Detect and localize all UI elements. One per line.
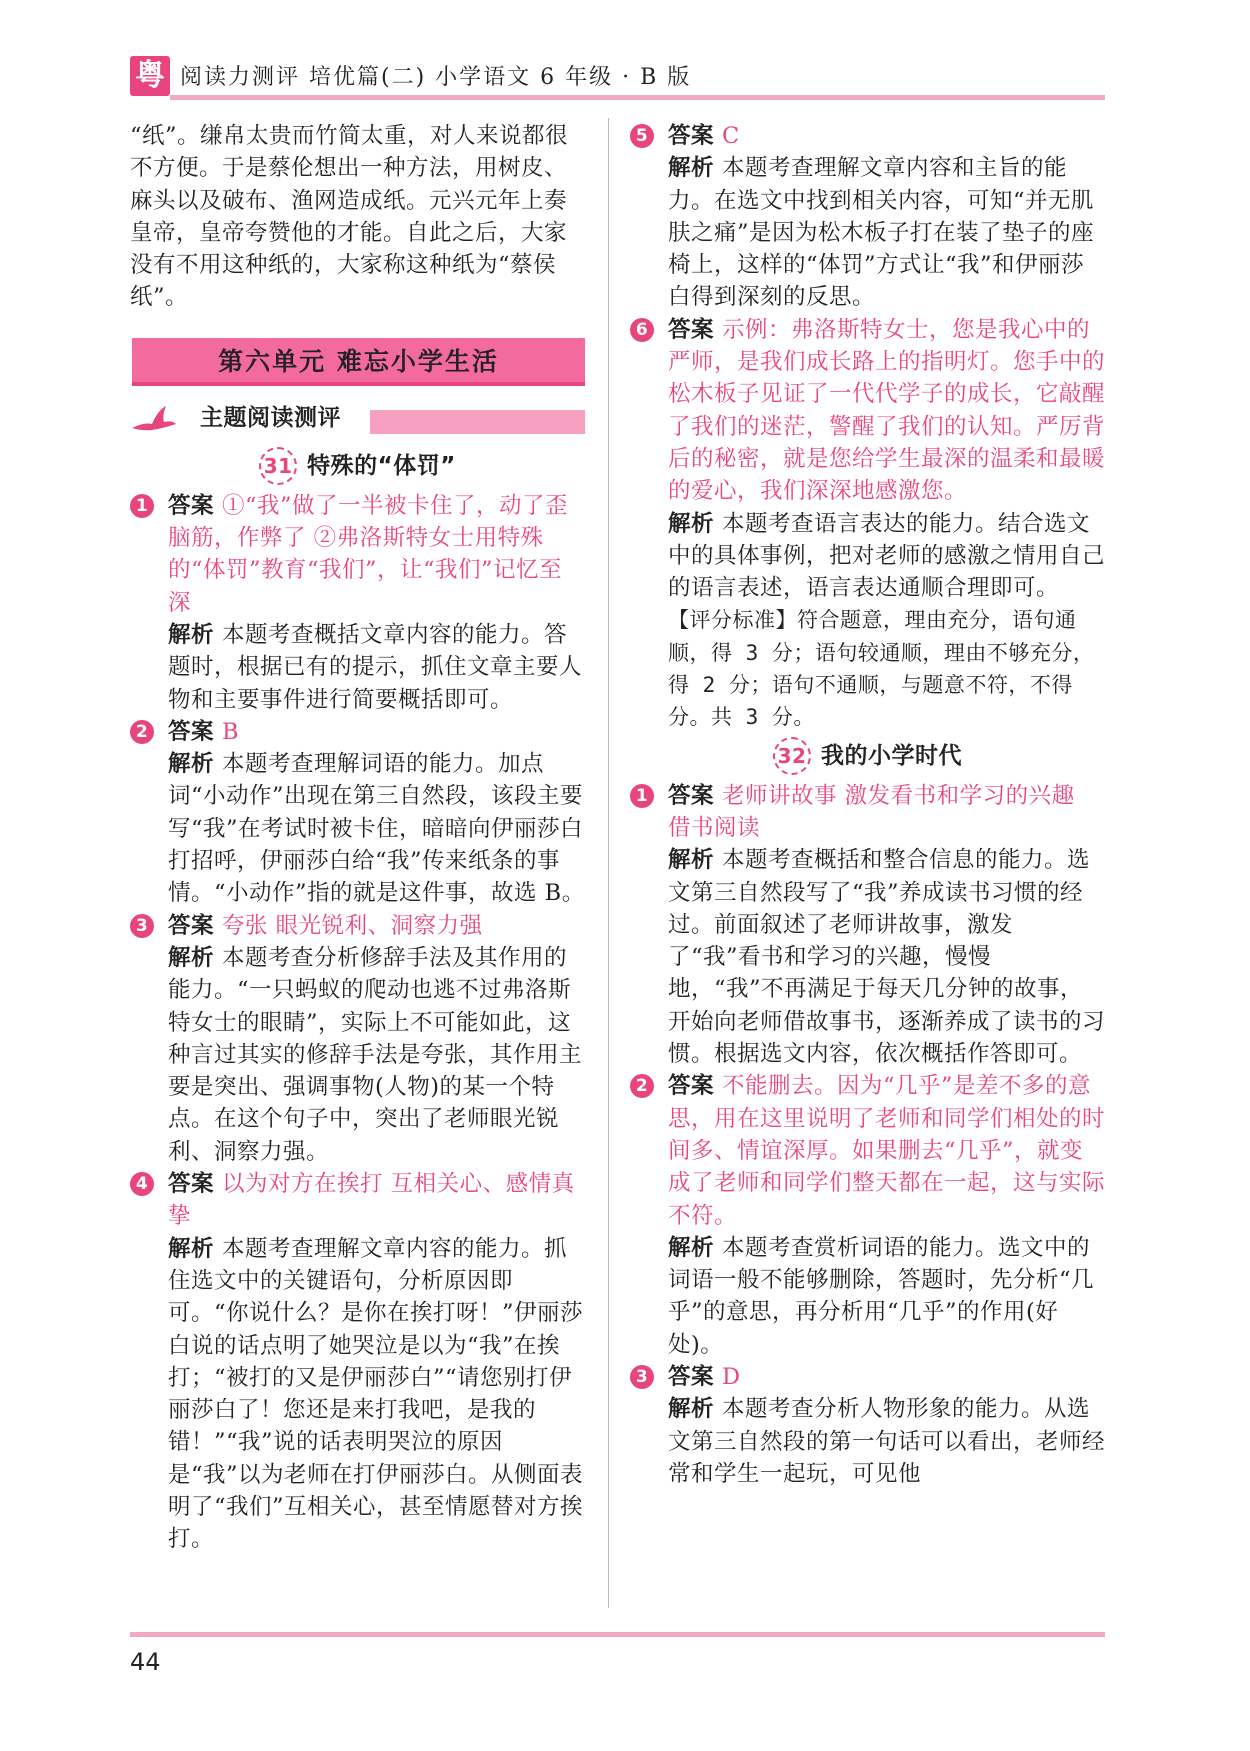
answer-text: 夸张 眼光锐利、洞察力强 bbox=[222, 912, 483, 939]
analysis-text: 本题考查赏析词语的能力。选文中的词语一般不能够删除，答题时，先分析“几乎”的意思，再分析用“几乎”的作用(好处)。 bbox=[668, 1234, 1095, 1358]
answer-label: 答案 bbox=[668, 123, 715, 149]
footer-rule bbox=[130, 1632, 1105, 1637]
analysis-text: 本题考查理解文章内容的能力。抓住选文中的关键语句，分析原因即可。“你说什么？是你在挨打呀！”伊丽莎白说的话点明了她哭泣是以为“我”在挨打；“被打的又是伊丽莎白”“请您别打伊丽莎白了！您还是来打我吧，是我的错！”“我”说的话表明哭泣的原因是“我”以为老师在打伊丽莎白。从侧面表明了“我们”互相关心，甚至情愿替对方挨打。 bbox=[168, 1235, 584, 1553]
question-item bbox=[630, 1070, 1105, 1361]
question-number: 3 bbox=[130, 914, 154, 938]
header-rule bbox=[170, 95, 1105, 100]
scoring-criteria: 【评分标准】符合题意，理由充分，语句通顺，得 3 分；语句较通顺，理由不够充分，得 2 分；语句不通顺，与题意不符，不得分。共 3 分。 bbox=[668, 608, 1095, 730]
theme-label: 主题阅读测评 bbox=[200, 404, 341, 431]
theme-bar bbox=[370, 410, 585, 434]
page-header bbox=[130, 50, 1105, 100]
question-number: 5 bbox=[630, 124, 654, 148]
unit-title: 第六单元 难忘小学生活 bbox=[132, 338, 585, 386]
answer-label: 答案 bbox=[168, 912, 215, 939]
analysis-label: 解析 bbox=[668, 1234, 715, 1261]
answer-label: 答案 bbox=[168, 718, 215, 745]
series-logo: 粤 bbox=[130, 56, 170, 96]
question-number: 4 bbox=[130, 1172, 154, 1196]
analysis-label: 解析 bbox=[168, 751, 215, 778]
answer-label: 答案 bbox=[168, 492, 215, 519]
analysis-text: 本题考查概括文章内容的能力。答题时，根据已有的提示，抓住文章主要人物和主要事件进行简要概括即可。 bbox=[168, 621, 583, 713]
question-number: 1 bbox=[130, 494, 154, 518]
analysis-label: 解析 bbox=[168, 1235, 215, 1262]
question-item bbox=[130, 716, 585, 910]
analysis-text: 本题考查理解词语的能力。加点词“小动作”出现在第三自然段，该段主要写“我”在考试时被卡住，暗暗向伊丽莎白打招呼，伊丽莎白给“我”传来纸条的事情。“小动作”指的就是这件事，故选 B。 bbox=[168, 751, 585, 907]
question-item bbox=[630, 1361, 1105, 1490]
answer-text: B bbox=[222, 718, 240, 745]
analysis-text: 本题考查语言表达的能力。结合选文中的具体事例，把对老师的感激之情用自己的语言表述，语言表达通顺合理即可。 bbox=[668, 510, 1106, 602]
analysis-label: 解析 bbox=[668, 1396, 715, 1423]
answer-label: 答案 bbox=[668, 1363, 715, 1390]
article-title-text: 我的小学时代 bbox=[821, 742, 962, 769]
answer-text: C bbox=[722, 123, 740, 149]
answer-text: ①“我”做了一半被卡住了，动了歪脑筋，作弊了 ②弗洛斯特女士用特殊的“体罚”教育“我们”，让“我们”记忆至深 bbox=[168, 492, 569, 616]
analysis-label: 解析 bbox=[168, 621, 215, 648]
article-title-31 bbox=[130, 446, 585, 486]
question-item bbox=[630, 120, 1105, 314]
question-item bbox=[130, 910, 585, 1168]
analysis-text: 本题考查分析人物形象的能力。从选文第三自然段的第一句话可以看出，老师经常和学生一起玩，可见他 bbox=[668, 1396, 1106, 1487]
header-title: 阅读力测评 培优篇(二) 小学语文 6 年级 · B 版 bbox=[180, 65, 692, 90]
analysis-text: 本题考查理解文章内容和主旨的能力。在选文中找到相关内容，可知“并无肌肤之痛”是因为松木板子打在装了垫子的座椅上，这样的“体罚”方式让“我”和伊丽莎白得到深刻的反思。 bbox=[668, 155, 1095, 311]
left-column bbox=[130, 120, 585, 1556]
analysis-label: 解析 bbox=[668, 155, 715, 182]
answer-label: 答案 bbox=[168, 1171, 215, 1198]
analysis-text: 本题考查概括和整合信息的能力。选文第三自然段写了“我”养成读书习惯的经过。前面叙述了老师讲故事，激发了“我”看书和学习的兴趣，慢慢地，“我”不再满足于每天几分钟的故事，开始向老师借故事书，逐渐养成了读书的习惯。根据选文内容，依次概括作答即可。 bbox=[668, 847, 1106, 1068]
answer-text: 不能删去。因为“几乎”是差不多的意思，用在这里说明了老师和同学们相处的时间多、情谊深厚。如果删去“几乎”，就变成了老师和同学们整天都在一起，这与实际不符。 bbox=[668, 1073, 1106, 1229]
analysis-label: 解析 bbox=[668, 847, 715, 874]
article-number-badge: 31 bbox=[259, 447, 297, 485]
question-item bbox=[630, 314, 1105, 734]
analysis-label: 解析 bbox=[168, 944, 215, 971]
analysis-label: 解析 bbox=[668, 510, 715, 537]
answer-label: 答案 bbox=[668, 316, 715, 343]
article-number-badge: 32 bbox=[773, 737, 811, 775]
question-item bbox=[630, 780, 1105, 1071]
article-title-32 bbox=[630, 736, 1105, 776]
column-divider bbox=[608, 118, 609, 1608]
question-number: 3 bbox=[630, 1365, 654, 1389]
article-title-text: 特殊的“体罚” bbox=[307, 452, 456, 479]
page-number: 44 bbox=[130, 1648, 161, 1676]
question-number: 6 bbox=[630, 318, 654, 342]
answer-text: D bbox=[722, 1363, 741, 1390]
right-column bbox=[630, 120, 1105, 1490]
answer-text: 以为对方在挨打 互相关心、感情真挚 bbox=[168, 1171, 575, 1230]
bird-icon bbox=[130, 404, 178, 432]
theme-heading bbox=[130, 400, 585, 442]
analysis-text: 本题考查分析修辞手法及其作用的能力。“一只蚂蚁的爬动也逃不过弗洛斯特女士的眼睛”，实际上不可能如此，这种言过其实的修辞手法是夸张，其作用主要是突出、强调事物(人物)的某一个特点。在这个句子中，突出了老师眼光锐利、洞察力强。 bbox=[168, 944, 583, 1165]
answer-label: 答案 bbox=[668, 782, 715, 809]
answer-text: 示例：弗洛斯特女士，您是我心中的严师，是我们成长路上的指明灯。您手中的松木板子见证了一代代学子的成长，它敲醒了我们的迷茫，警醒了我们的认知。严厉背后的秘密，就是您给学生最深的温柔和最暖的爱心，我们深深地感激您。 bbox=[668, 316, 1106, 505]
answer-label: 答案 bbox=[668, 1073, 715, 1100]
intro-paragraph: “纸”。缣帛太贵而竹简太重，对人来说都很不方便。于是蔡伦想出一种方法，用树皮、麻头以及破布、渔网造成纸。元兴元年上奏皇帝，皇帝夸赞他的才能。自此之后，大家没有不用这种纸的，大家称这种纸为“蔡侯纸”。 bbox=[130, 123, 569, 311]
question-number: 2 bbox=[630, 1074, 654, 1098]
question-item bbox=[130, 490, 585, 716]
question-number: 1 bbox=[630, 784, 654, 808]
question-item bbox=[130, 1168, 585, 1556]
question-number: 2 bbox=[130, 720, 154, 744]
answer-text: 老师讲故事 激发看书和学习的兴趣 借书阅读 bbox=[668, 782, 1075, 841]
